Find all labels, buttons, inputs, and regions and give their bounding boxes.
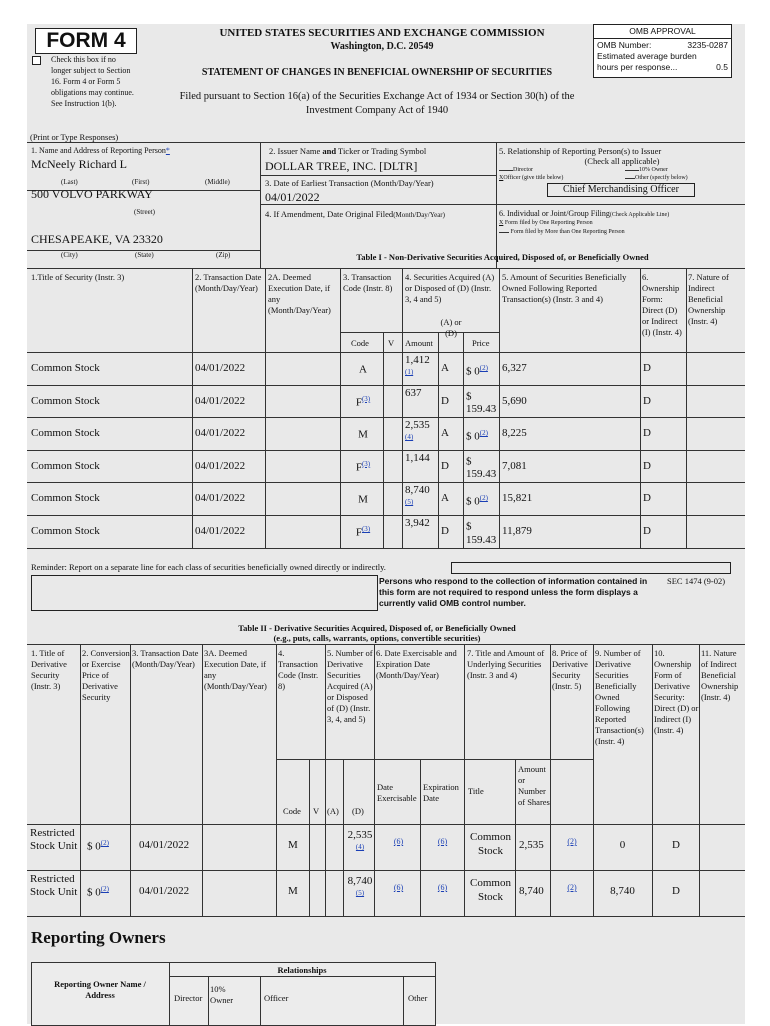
commission-title: UNITED STATES SECURITIES AND EXCHANGE COMMISSION bbox=[219, 27, 545, 39]
issuer-label: 2. Issuer Name and Ticker or Trading Symbol bbox=[269, 146, 427, 156]
t2-h10: 10. Ownership Form of Derivative Security: Direct (D) or Indirect (I) (Instr. 4) bbox=[654, 648, 699, 735]
t1-row-form: D bbox=[643, 525, 651, 537]
t1-row-price: $ 159.43 bbox=[466, 455, 497, 481]
t1-row-amount: 3,942 bbox=[405, 517, 430, 529]
owners-other-header: Other bbox=[408, 993, 428, 1003]
t1-row-form: D bbox=[643, 362, 651, 374]
t1-h2: 2. Transaction Date (Month/Day/Year) bbox=[195, 272, 262, 293]
relationship-sub: (Check all applicable) bbox=[584, 156, 660, 166]
t1-row-ad: D bbox=[441, 525, 449, 537]
t1-row-code: M bbox=[358, 428, 368, 441]
t2-row-date: 04/01/2022 bbox=[139, 885, 190, 897]
city-label: (City) bbox=[61, 251, 78, 259]
officer-title: Chief Merchandising Officer bbox=[547, 183, 695, 197]
t2-row-price[interactable]: (2) bbox=[567, 837, 577, 846]
t2-h3a: 3A. Deemed Execution Date, if any (Month/Day/Year) bbox=[204, 648, 267, 691]
t2-row-expiration[interactable]: (6) bbox=[437, 837, 448, 846]
t2-row-underlying-title: Common Stock bbox=[470, 877, 511, 903]
t1-h6: 6. Ownership Form: Direct (D) or Indirect (I) (Instr. 4) bbox=[642, 272, 682, 337]
t1-sub-ad: (A) or (D) bbox=[440, 317, 462, 338]
t2-h11: 11. Nature of Indirect Beneficial Ownership (Instr. 4) bbox=[701, 648, 739, 702]
table1-title: Table I - Non-Derivative Securities Acquired, Disposed of, or Beneficially Owned bbox=[356, 252, 649, 262]
t1-row-ad: A bbox=[441, 427, 449, 440]
relationship-other-option[interactable]: Other (specify below) bbox=[625, 175, 688, 181]
t2-sub-expiration: Expiration Date bbox=[423, 782, 459, 803]
footnote-link[interactable]: (2) bbox=[479, 494, 488, 503]
t2-row-expiration[interactable]: (6) bbox=[437, 883, 448, 892]
t2-row-exercisable[interactable]: (6) bbox=[393, 883, 404, 892]
relationship-owner-option[interactable]: 10% Owner bbox=[625, 167, 668, 173]
t1-row-code: $F^{(3)}$ bbox=[355, 459, 371, 474]
t2-h3: 3. Transaction Date (Month/Day/Year) bbox=[132, 648, 199, 669]
relationship-label: 5. Relationship of Reporting Person(s) to Issuer bbox=[499, 146, 662, 156]
footnote-link[interactable]: (5) bbox=[405, 498, 414, 507]
t1-h5: 5. Amount of Securities Beneficially Owned Following Reported Transaction(s) (Instr. 3 and 4) bbox=[502, 272, 627, 304]
filing-one-option[interactable]: X Form filed by One Reporting Person bbox=[499, 220, 593, 226]
t1-row-ad: D bbox=[441, 459, 449, 472]
t1-row-amount: 8,740 (5) bbox=[405, 484, 430, 507]
t2-row-owned: 0 bbox=[619, 839, 626, 851]
street-label: (Street) bbox=[134, 208, 155, 216]
t1-row-form: D bbox=[643, 459, 651, 472]
t1-h4: 4. Securities Acquired (A) or Disposed of (D) (Instr. 3, 4 and 5) bbox=[405, 272, 495, 304]
footnote-link[interactable]: (3) bbox=[361, 459, 371, 468]
t1-row-date: 04/01/2022 bbox=[195, 459, 246, 472]
t1-row-price: $ 159.43 bbox=[466, 520, 497, 546]
footnote-link[interactable]: (3) bbox=[361, 525, 371, 533]
owners-10pct-header: 10% Owner bbox=[210, 984, 234, 1005]
t1-h1: 1.Title of Security (Instr. 3) bbox=[31, 272, 125, 282]
t2-sub-d: (D) bbox=[352, 806, 364, 816]
footnote-link[interactable]: (5) bbox=[355, 889, 365, 897]
t1-row-price: $ 0$^{(2)}$ bbox=[466, 364, 488, 378]
t1-row-date: 04/01/2022 bbox=[195, 394, 246, 407]
t1-row-date: 04/01/2022 bbox=[195, 362, 246, 374]
issuer-name: DOLLAR TREE, INC. [DLTR] bbox=[265, 159, 418, 173]
t1-row-form: D bbox=[643, 394, 651, 407]
t1-row-code: A bbox=[359, 363, 367, 376]
t1-h2a: 2A. Deemed Execution Date, if any (Month/Day/Year) bbox=[268, 272, 331, 315]
footnote-link[interactable]: (3) bbox=[361, 394, 371, 403]
t1-sub-v: V bbox=[388, 338, 395, 348]
table2-subtitle: (e.g., puts, calls, warrants, options, convertible securities) bbox=[273, 633, 481, 643]
t2-row-underlying-amount: 2,535 bbox=[519, 839, 544, 851]
t1-row-ad: D bbox=[441, 394, 449, 407]
t1-row-owned: 6,327 bbox=[502, 362, 527, 374]
state-label: (State) bbox=[135, 251, 154, 259]
filed-pursuant-line2: Investment Company Act of 1940 bbox=[305, 105, 449, 116]
t1-row-form: D bbox=[643, 427, 651, 440]
t2-h4: 4. Transaction Code (Instr. 8) bbox=[278, 648, 319, 691]
t1-row-amount: 637 bbox=[405, 386, 422, 399]
relationship-officer-option[interactable]: XOfficer (give title below) bbox=[499, 175, 564, 181]
t1-row-code: M bbox=[358, 494, 368, 507]
middle-label: (Middle) bbox=[205, 178, 230, 186]
owners-officer-header: Officer bbox=[264, 993, 289, 1003]
t2-row-form: D bbox=[672, 885, 680, 897]
t2-row-date: 04/01/2022 bbox=[139, 839, 190, 851]
t1-row-title: Common Stock bbox=[31, 362, 100, 374]
footnote-link[interactable]: (1) bbox=[405, 368, 414, 376]
form-page bbox=[27, 24, 745, 1024]
t2-h8: 8. Price of Derivative Security (Instr. 5) bbox=[552, 648, 588, 691]
t1-row-date: 04/01/2022 bbox=[195, 427, 246, 440]
omb-number-label: OMB Number: bbox=[597, 40, 652, 50]
reminder-left-box bbox=[31, 575, 378, 611]
reporting-person-label: 1. Name and Address of Reporting Person* bbox=[31, 146, 170, 155]
t1-row-code: $F^{(3)}$ bbox=[355, 394, 371, 409]
omb-hours-value: 0.5 bbox=[716, 62, 728, 72]
t1-row-date: 04/01/2022 bbox=[195, 525, 246, 537]
t1-row-title: Common Stock bbox=[31, 492, 100, 505]
form-title: FORM 4 bbox=[35, 28, 137, 54]
earliest-transaction-date: 04/01/2022 bbox=[265, 190, 320, 204]
t1-row-date: 04/01/2022 bbox=[195, 492, 246, 505]
reporting-person-street: 500 VOLVO PARKWAY bbox=[31, 187, 153, 201]
t1-row-price: $ 0$^{(2)}$ bbox=[466, 429, 488, 443]
reporting-person-city-state: CHESAPEAKE, VA 23320 bbox=[31, 232, 163, 246]
t1-row-owned: 15,821 bbox=[502, 492, 533, 505]
t1-row-title: Common Stock bbox=[31, 459, 100, 472]
footnote-link[interactable]: (4) bbox=[405, 433, 414, 442]
reporting-person-name: McNeely Richard L bbox=[31, 157, 127, 171]
zip-label: (Zip) bbox=[216, 251, 231, 259]
commission-city: Washington, D.C. 20549 bbox=[330, 41, 434, 52]
t2-row-price[interactable]: (2) bbox=[567, 883, 577, 892]
t1-row-owned: 5,690 bbox=[502, 394, 527, 407]
earliest-transaction-label: 3. Date of Earliest Transaction (Month/Day/Year) bbox=[265, 178, 434, 188]
filed-pursuant-line1: Filed pursuant to Section 16(a) of the Securities Exchange Act of 1934 or Section 30(h) of the bbox=[179, 91, 575, 102]
t2-row-disposed: 8,740 (5) bbox=[347, 875, 373, 897]
t2-sub-amount: Amount or Number of Shares bbox=[518, 764, 550, 807]
reminder-blank-box bbox=[451, 562, 731, 574]
t1-row-title: Common Stock bbox=[31, 394, 100, 407]
omb-burden-label: Estimated average burden bbox=[597, 51, 697, 61]
statement-title: STATEMENT OF CHANGES IN BENEFICIAL OWNERSHIP OF SECURITIES bbox=[201, 67, 553, 78]
t2-row-conversion: $ 0$^{(2)}$ bbox=[87, 839, 109, 853]
omb-hours-label: hours per response... bbox=[597, 62, 678, 72]
t1-row-form: D bbox=[643, 492, 651, 505]
footnote-link[interactable]: (2) bbox=[100, 885, 109, 893]
last-label: (Last) bbox=[61, 178, 78, 186]
filing-label: 6. Individual or Joint/Group Filing(Check Applicable Line) bbox=[499, 209, 670, 218]
amendment-label: 4. If Amendment, Date Original Filed(Month/Day/Year) bbox=[265, 209, 445, 219]
t1-row-owned: 7,081 bbox=[502, 459, 527, 472]
table2-title: Table II - Derivative Securities Acquired, Disposed of, or Beneficially Owned bbox=[238, 623, 516, 633]
t1-row-amount: 1,412 (1) bbox=[405, 354, 430, 376]
filing-more-option[interactable]: Form filed by More than One Reporting Person bbox=[499, 229, 625, 235]
t2-row-owned: 8,740 bbox=[610, 885, 635, 897]
t1-h3: 3. Transaction Code (Instr. 8) bbox=[343, 272, 393, 293]
footnote-link[interactable]: (2) bbox=[479, 364, 488, 372]
omb-approval-box bbox=[593, 24, 732, 78]
t2-sub-v: V bbox=[313, 806, 320, 816]
t1-row-code: $F^{(3)}$ bbox=[355, 525, 371, 539]
t2-h9: 9. Number of Derivative Securities Beneficially Owned Following Reported Transaction(s) (Instr. 4) bbox=[595, 648, 644, 746]
t1-row-owned: 11,879 bbox=[502, 525, 532, 537]
t2-row-code: M bbox=[288, 885, 298, 897]
footnote-link[interactable]: (2) bbox=[100, 839, 109, 847]
t2-row-code: M bbox=[288, 839, 298, 851]
footnote-link[interactable]: (4) bbox=[355, 843, 365, 851]
t1-row-title: Common Stock bbox=[31, 525, 100, 537]
t2-row-underlying-title: Common Stock bbox=[470, 831, 511, 857]
owner-name-header: Reporting Owner Name / Address bbox=[54, 979, 146, 1000]
t2-sub-code: Code bbox=[283, 806, 301, 816]
t2-sub-exercisable: Date Exercisable bbox=[377, 782, 417, 803]
t2-h7: 7. Title and Amount of Underlying Securities (Instr. 3 and 4) bbox=[467, 648, 545, 680]
t2-row-form: D bbox=[672, 839, 680, 851]
t2-row-exercisable[interactable]: (6) bbox=[393, 837, 404, 846]
t2-h6: 6. Date Exercisable and Expiration Date (Month/Day/Year) bbox=[376, 648, 457, 680]
footnote-link[interactable]: (2) bbox=[479, 429, 488, 438]
no-longer-subject-checkbox[interactable] bbox=[32, 56, 41, 65]
t1-row-amount: 1,144 bbox=[405, 451, 430, 464]
t1-row-ad: A bbox=[441, 362, 449, 374]
t1-row-price: $ 0$^{(2)}$ bbox=[466, 494, 488, 509]
checkbox-text: Check this box if no longer subject to Section 16. Form 4 or Form 5 obligations may continue. See Instruction 1(b). bbox=[51, 55, 134, 108]
t2-row-underlying-amount: 8,740 bbox=[519, 885, 544, 897]
t1-row-price: $ 159.43 bbox=[466, 390, 497, 416]
print-type-label: (Print or Type Responses) bbox=[30, 132, 119, 142]
t2-sub-a: (A) bbox=[327, 806, 339, 816]
table2 bbox=[27, 644, 745, 916]
t2-h5: 5. Number of Derivative Securities Acquired (A) or Disposed of (D) (Instr. 3, 4, and 5) bbox=[327, 648, 373, 724]
t2-row-conversion: $ 0$^{(2)}$ bbox=[87, 885, 109, 899]
t1-sub-price: Price bbox=[472, 338, 490, 348]
t2-row-title: Restricted Stock Unit bbox=[30, 873, 78, 898]
t2-row-disposed: 2,535 (4) bbox=[347, 829, 373, 851]
t2-row-title: Restricted Stock Unit bbox=[30, 827, 78, 852]
t2-h2: 2. Conversion or Exercise Price of Derivative Security bbox=[82, 648, 130, 702]
t1-row-amount: 2,535 (4) bbox=[405, 419, 430, 442]
sec-number: SEC 1474 (9-02) bbox=[667, 576, 726, 586]
t2-h1: 1. Title of Derivative Security (Instr. 3) bbox=[31, 648, 67, 691]
reporting-owners-table bbox=[31, 962, 436, 1026]
reminder-text: Reminder: Report on a separate line for each class of securities beneficially owned directly or indirectly. bbox=[31, 562, 386, 572]
reporting-owners-heading: Reporting Owners bbox=[31, 928, 166, 947]
table1 bbox=[27, 268, 745, 548]
relationship-director-option[interactable]: Director bbox=[499, 167, 533, 173]
relationships-header: Relationships bbox=[277, 965, 327, 975]
t1-row-owned: 8,225 bbox=[502, 427, 527, 440]
first-label: (First) bbox=[132, 178, 150, 186]
owners-director-header: Director bbox=[174, 993, 203, 1003]
t1-sub-amount: Amount bbox=[405, 338, 433, 348]
t1-h7: 7. Nature of Indirect Beneficial Ownership (Instr. 4) bbox=[688, 272, 729, 326]
omb-number-value: 3235-0287 bbox=[687, 40, 728, 50]
omb-title: OMB APPROVAL bbox=[594, 25, 731, 39]
t1-row-ad: A bbox=[441, 492, 449, 505]
t1-row-title: Common Stock bbox=[31, 427, 100, 440]
persons-notice: Persons who respond to the collection of information contained in this form are not required to respond unless the form displays a currently valid OMB control number. bbox=[379, 576, 648, 608]
t1-sub-code: Code bbox=[351, 338, 369, 348]
t2-sub-title: Title bbox=[468, 786, 484, 796]
